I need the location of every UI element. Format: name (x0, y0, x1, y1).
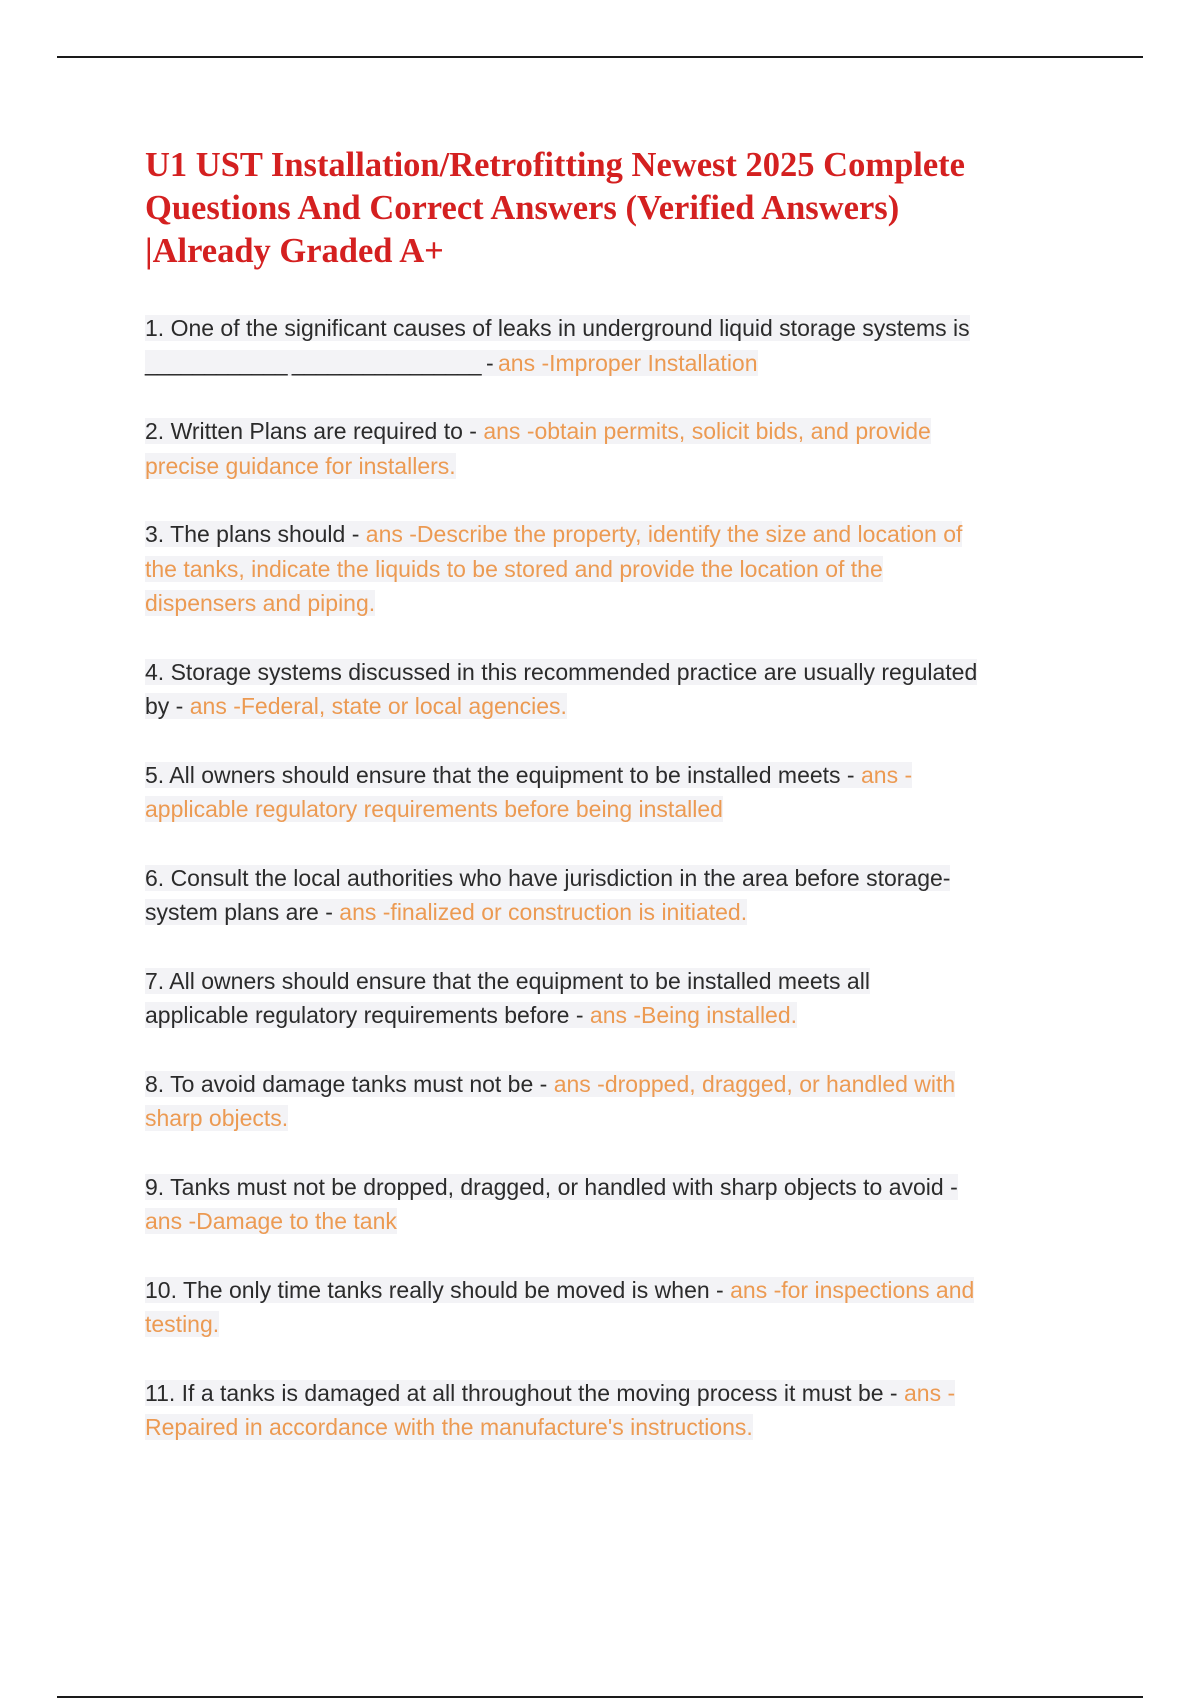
answer-text: ans -finalized or construction is initiated. (339, 899, 748, 925)
line-highlight (145, 968, 870, 994)
top-rule (57, 56, 1143, 58)
qa-line (145, 414, 1075, 449)
qa-item (145, 964, 1075, 1033)
qa-line (145, 792, 1075, 827)
line-highlight (145, 899, 747, 925)
line-highlight (145, 1208, 397, 1234)
answer-text: Repaired in accordance with the manufacture's instructions. (145, 1414, 753, 1440)
line-highlight (145, 418, 931, 444)
line-highlight (145, 1002, 797, 1028)
line-highlight (145, 1174, 958, 1200)
line-highlight (145, 1414, 753, 1440)
answer-text: ans -Being installed. (589, 1002, 798, 1028)
qa-item (145, 517, 1075, 621)
question-text: 4. Storage systems discussed in this recommended practice are usually regulated (145, 658, 978, 685)
answer-text: ans -Improper Installation (498, 349, 758, 376)
answer-text: testing. (145, 1311, 220, 1337)
answer-text: the tanks, indicate the liquids to be stored and provide the location of the (145, 555, 883, 582)
qa-line (145, 1410, 1075, 1445)
qa-line (145, 311, 1075, 346)
line-highlight (145, 1311, 219, 1337)
qa-line (145, 1376, 1075, 1411)
line-highlight (145, 693, 567, 719)
question-text: 6. Consult the local authorities who have jurisdiction in the area before storage- (145, 864, 951, 891)
question-text: 3. The plans should - (145, 521, 366, 547)
answer-text: ans - (903, 1379, 956, 1406)
qa-item (145, 311, 1075, 380)
question-text: 10. The only time tanks really should be moved is when - (145, 1276, 731, 1303)
document-title (145, 144, 1075, 273)
qa-line (145, 1273, 1075, 1308)
answer-text: sharp objects. (145, 1105, 289, 1131)
line-highlight (145, 865, 950, 891)
question-text: 2. Written Plans are required to - (145, 418, 484, 444)
qa-line (145, 758, 1075, 793)
qa-item (145, 1170, 1075, 1239)
question-text: system plans are - (145, 899, 340, 925)
line-highlight (145, 796, 723, 822)
question-text: 8. To avoid damage tanks must not be - (145, 1070, 554, 1097)
answer-text: ans -for inspections and (730, 1276, 975, 1303)
qa-item (145, 655, 1075, 724)
document-body (145, 144, 1075, 1479)
qa-item (145, 861, 1075, 930)
answer-text: ans - (860, 761, 913, 788)
answer-text: ans -Damage to the tank (145, 1208, 397, 1234)
qa-line (145, 586, 1075, 621)
question-text: 1. One of the significant causes of leaks in underground liquid storage systems is (145, 315, 970, 341)
question-text: 9. Tanks must not be dropped, dragged, or handled with sharp objects to avoid - (145, 1173, 958, 1200)
line-highlight (145, 453, 456, 479)
qa-line (145, 895, 1075, 930)
line-highlight (145, 521, 962, 547)
line-highlight (145, 1105, 288, 1131)
qa-line (145, 552, 1075, 587)
answer-text: ans -Federal, state or local agencies. (189, 693, 567, 719)
qa-item (145, 1273, 1075, 1342)
question-text: by - (145, 693, 190, 719)
question-text: applicable regulatory requirements before - (145, 1002, 590, 1028)
line-highlight (145, 659, 977, 685)
question-text: 5. All owners should ensure that the equipment to be installed meets - (145, 761, 861, 788)
line-highlight (145, 762, 912, 788)
answer-text: applicable regulatory requirements before being installed (145, 796, 723, 822)
qa-line (145, 1170, 1075, 1205)
qa-line (145, 861, 1075, 896)
qa-line (145, 346, 1075, 381)
qa-line (145, 1067, 1075, 1102)
question-answer-list (145, 311, 1075, 1445)
question-text: ____________ ________________ - (145, 349, 498, 376)
question-text: 7. All owners should ensure that the equipment to be installed meets all (145, 967, 870, 994)
qa-line (145, 964, 1075, 999)
answer-text: ans -obtain permits, solicit bids, and provide (483, 418, 931, 444)
qa-line (145, 1204, 1075, 1239)
bottom-rule (57, 1696, 1143, 1698)
line-highlight (145, 1277, 974, 1303)
line-highlight (145, 590, 375, 616)
line-highlight (145, 1071, 955, 1097)
question-text: 11. If a tanks is damaged at all throughout the moving process it must be - (145, 1379, 904, 1406)
qa-line (145, 1101, 1075, 1136)
qa-item (145, 758, 1075, 827)
qa-line (145, 689, 1075, 724)
title-line: U1 UST Installation/Retrofitting Newest 2025 Complete (145, 146, 965, 184)
qa-line (145, 998, 1075, 1033)
answer-text: ans -dropped, dragged, or handled with (553, 1070, 956, 1097)
answer-text: ans -Describe the property, identify the size and location of (365, 521, 963, 547)
answer-text: precise guidance for installers. (145, 452, 456, 479)
line-highlight (145, 350, 758, 376)
qa-item (145, 1067, 1075, 1136)
line-highlight (145, 556, 883, 582)
qa-item (145, 1376, 1075, 1445)
title-line: |Already Graded A+ (145, 232, 444, 270)
line-highlight (145, 1380, 955, 1406)
answer-text: dispensers and piping. (145, 590, 376, 616)
qa-line (145, 449, 1075, 484)
line-highlight (145, 315, 970, 341)
qa-line (145, 517, 1075, 552)
qa-line (145, 655, 1075, 690)
qa-line (145, 1307, 1075, 1342)
title-line: Questions And Correct Answers (Verified Answers) (145, 189, 900, 227)
qa-item (145, 414, 1075, 483)
